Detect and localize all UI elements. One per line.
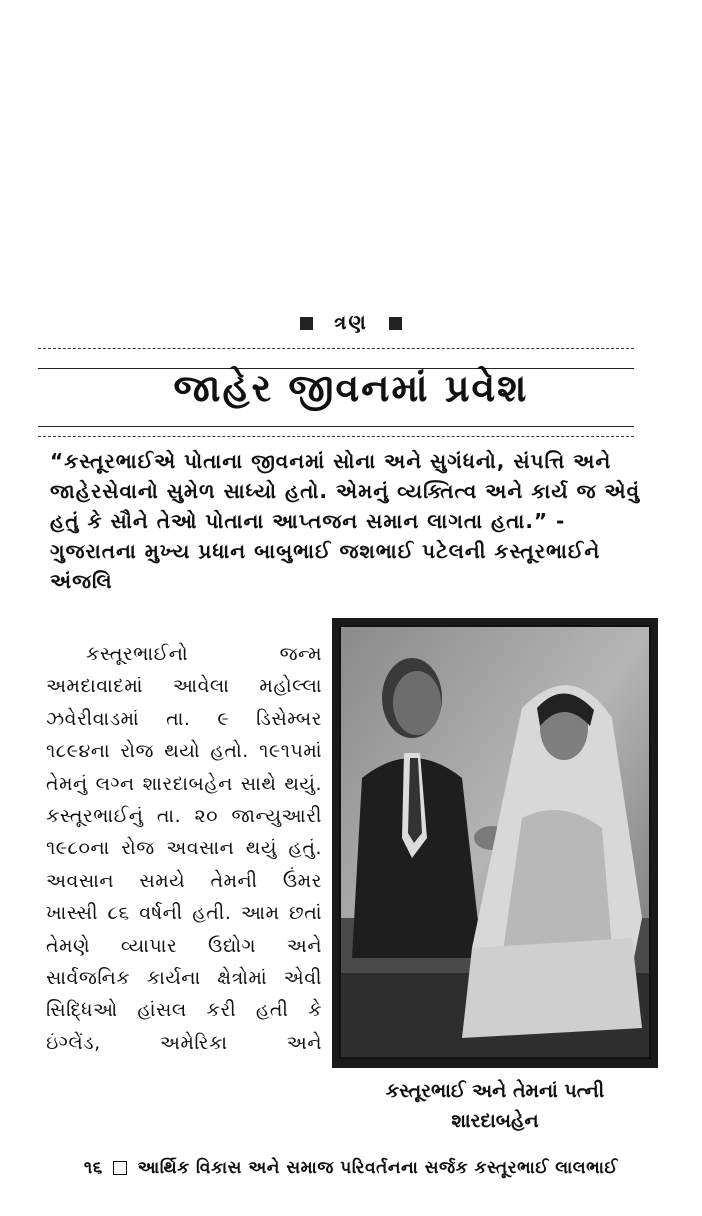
caption-line-2: શારદાબહેન — [451, 1110, 539, 1132]
divider-bottom-solid — [38, 426, 634, 427]
body-paragraph: કસ્તૂરભાઈનો જન્મ અમદાવાદમાં આવેલા મહોલ્લા ઝવેરીવાડમાં તા. ૯ ડિસેમ્બર ૧૮૯૪ના રોજ થયો હતો. ૧૯૧૫માં તેમનું લગ્ન શારદાબહેન સાથે થયું. કસ્તૂરભાઈનું તા. ૨૦ જાન્યુઆરી ૧૯૮૦ના રોજ અવસાન થયું હતું. અવસાન સમયે તેમની ઉંમર ખાસ્સી ૮૬ વર્ષની હતી. આમ છતાં તેમણે વ્યાપાર ઉદ્યોગ અને સાર્વજનિક કાર્યના ક્ષેત્રોમાં એવી સિદ્ધિઓ હાંસલ કરી હતી કે ઇંગ્લેંડ, અમેરિકા અને — [46, 643, 322, 1054]
page-footer — [0, 1158, 702, 1178]
square-bullet-icon — [389, 317, 402, 330]
square-bullet-icon — [300, 317, 313, 330]
divider-bottom-dashed — [38, 436, 634, 437]
caption-line-1: કસ્તૂરભાઈ અને તેમનાં પત્ની — [385, 1080, 605, 1102]
page-number: ૧૬ — [83, 1158, 103, 1178]
couple-photo — [332, 618, 658, 1068]
chapter-title: જાહેર જીવનમાં પ્રવેશ — [173, 366, 529, 410]
body-text — [46, 638, 322, 1059]
book-title: આર્થિક વિકાસ અને સમાજ પરિવર્તનના સર્જક કસ્તૂરભાઈ લાલભાઈ — [137, 1158, 619, 1178]
chapter-number: ત્રણ — [334, 310, 368, 334]
chapter-marker — [0, 310, 702, 334]
divider-top-dashed — [38, 348, 634, 349]
square-outline-icon — [113, 1161, 127, 1175]
epigraph-quote: “કસ્તૂરભાઈએ પોતાના જીવનમાં સોના અને સુગંધનો, સંપત્તિ અને જાહેરસેવાનો સુમેળ સાધ્યો હતો. એમનું વ્યક્તિત્વ અને કાર્ય જ એવું હતું કે સૌને તેઓ પોતાના આપ્તજન સમાન લાગતા હતા.” - ગુજરાતના મુખ્ય પ્રધાન બાબુભાઈ જશભાઈ પટેલની કસ્તૂરભાઈને અંજલિ — [50, 449, 641, 593]
photo-caption — [332, 1076, 658, 1136]
